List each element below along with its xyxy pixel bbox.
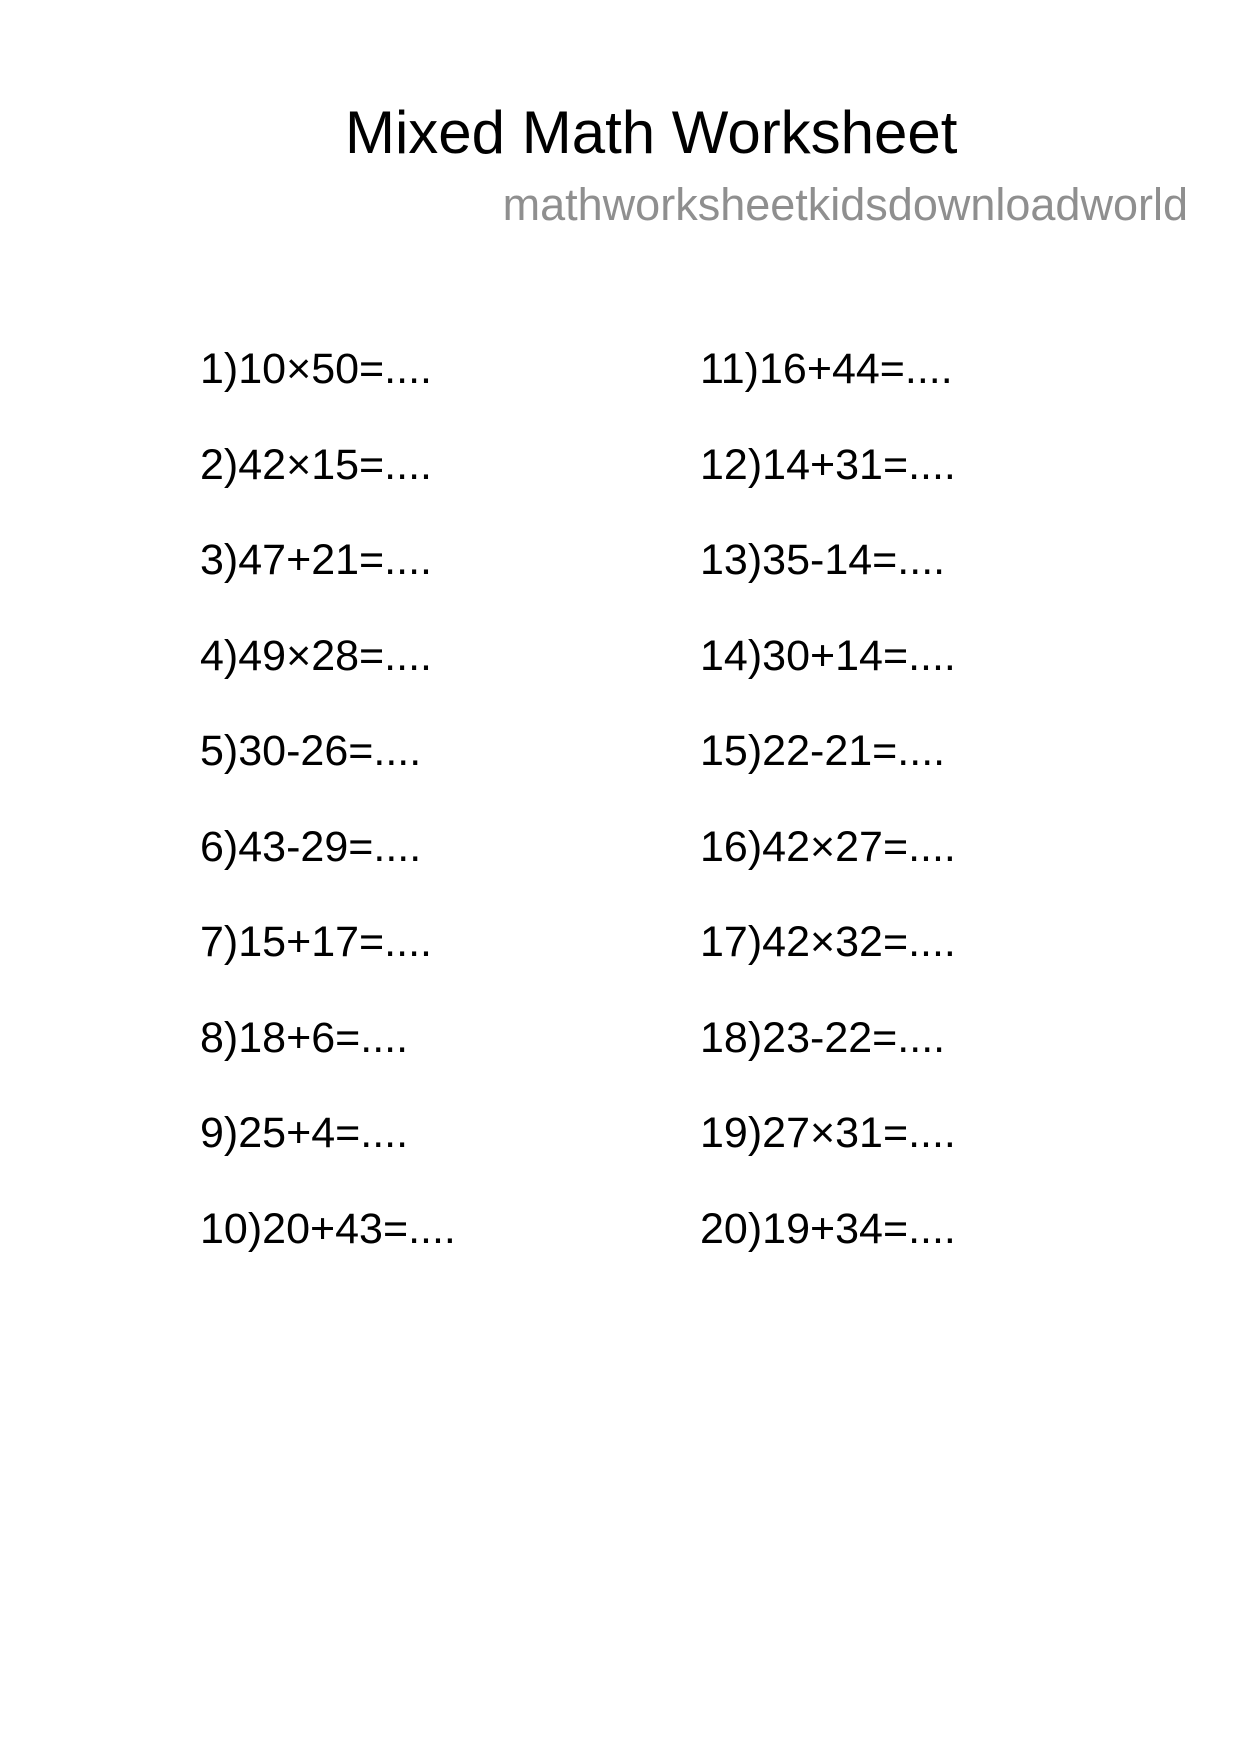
operand-1: 14 — [762, 440, 810, 489]
operand-1: 23 — [762, 1013, 810, 1062]
problem-row — [200, 1086, 456, 1182]
operator-sign: × — [810, 822, 836, 871]
operand-1: 30 — [238, 727, 287, 776]
problem-number: 9) — [200, 1109, 239, 1158]
operand-1: 18 — [238, 1013, 287, 1062]
answer-blank: .... — [408, 1204, 456, 1253]
equals-sign: = — [335, 1109, 361, 1158]
answer-blank: .... — [360, 1109, 409, 1158]
page-title: Mixed Math Worksheet — [345, 99, 958, 166]
answer-blank: .... — [373, 822, 422, 871]
equals-sign: = — [348, 727, 374, 776]
problem-row — [200, 1182, 456, 1278]
operand-2: 27 — [835, 822, 883, 871]
operator-sign: × — [286, 631, 312, 680]
operator-sign: + — [286, 1109, 312, 1158]
operand-1: 35 — [762, 536, 810, 585]
operand-1: 43 — [238, 822, 287, 871]
equals-sign: = — [882, 440, 909, 489]
equals-sign: = — [882, 822, 909, 871]
operator-sign: - — [810, 536, 825, 585]
problem-number: 12) — [700, 440, 763, 489]
equals-sign: = — [872, 1013, 898, 1062]
problem-number: 18) — [700, 1013, 763, 1062]
problem-number: 20) — [700, 1204, 763, 1253]
equals-sign: = — [359, 918, 385, 967]
operand-2: 14 — [835, 631, 883, 680]
operator-sign: + — [810, 631, 836, 680]
operand-1: 47 — [238, 536, 287, 585]
problem-row — [700, 895, 956, 991]
equals-sign: = — [335, 1013, 361, 1062]
problem-row — [200, 609, 456, 705]
operand-2: 28 — [311, 631, 360, 680]
problem-number: 19) — [700, 1109, 763, 1158]
operand-2: 22 — [824, 1013, 873, 1062]
problems-column-right — [700, 322, 956, 1277]
problem-row — [700, 1182, 956, 1278]
problem-row — [700, 322, 956, 418]
operator-sign: + — [286, 918, 312, 967]
operator-sign: + — [810, 1204, 836, 1253]
problem-number: 16) — [700, 822, 763, 871]
operator-sign: + — [810, 440, 836, 489]
problems-column-left — [200, 322, 456, 1277]
operand-1: 25 — [238, 1109, 287, 1158]
problem-number: 13) — [700, 536, 763, 585]
operand-1: 42 — [762, 918, 810, 967]
answer-blank: .... — [908, 1109, 956, 1158]
operand-1: 42 — [762, 822, 810, 871]
problem-number: 5) — [200, 727, 239, 776]
answer-blank: .... — [384, 536, 432, 585]
operand-1: 49 — [238, 631, 287, 680]
answer-blank: .... — [384, 918, 432, 967]
operand-2: 44 — [831, 345, 880, 394]
problem-row — [700, 418, 956, 514]
problem-row — [700, 800, 956, 896]
problem-number: 3) — [200, 536, 239, 585]
equals-sign: = — [882, 1204, 909, 1253]
equals-sign: = — [872, 727, 898, 776]
operand-2: 21 — [824, 727, 873, 776]
answer-blank: .... — [897, 536, 946, 585]
problem-row — [700, 991, 956, 1087]
problem-number: 2) — [200, 440, 239, 489]
operator-sign: × — [810, 1109, 836, 1158]
operand-1: 15 — [238, 918, 287, 967]
operand-1: 16 — [758, 345, 807, 394]
answer-blank: .... — [908, 631, 956, 680]
operand-2: 15 — [311, 440, 360, 489]
equals-sign: = — [882, 1109, 909, 1158]
operand-1: 30 — [762, 631, 810, 680]
operand-2: 26 — [300, 727, 349, 776]
answer-blank: .... — [908, 822, 956, 871]
site-watermark: mathworksheetkidsdownloadworld — [502, 179, 1188, 230]
operator-sign: - — [286, 822, 301, 871]
equals-sign: = — [359, 536, 385, 585]
problem-number: 10) — [200, 1204, 263, 1253]
operand-2: 21 — [311, 536, 360, 585]
problem-row — [700, 704, 956, 800]
operand-2: 43 — [335, 1204, 383, 1253]
operand-2: 34 — [835, 1204, 883, 1253]
operand-1: 42 — [238, 440, 287, 489]
operator-sign: × — [286, 440, 312, 489]
operand-2: 50 — [311, 345, 360, 394]
problem-number: 17) — [700, 918, 763, 967]
equals-sign: = — [382, 1204, 409, 1253]
problem-number: 6) — [200, 822, 239, 871]
operator-sign: + — [286, 536, 312, 585]
problem-row — [700, 513, 956, 609]
operand-2: 17 — [311, 918, 360, 967]
problem-row — [200, 895, 456, 991]
answer-blank: .... — [908, 1204, 956, 1253]
operand-2: 31 — [835, 440, 883, 489]
problem-number: 1) — [200, 345, 239, 394]
operand-1: 20 — [262, 1204, 310, 1253]
operand-2: 29 — [300, 822, 349, 871]
operand-1: 27 — [762, 1109, 810, 1158]
problem-number: 4) — [200, 631, 239, 680]
answer-blank: .... — [897, 727, 946, 776]
problem-row — [200, 800, 456, 896]
equals-sign: = — [359, 440, 385, 489]
problem-row — [700, 1086, 956, 1182]
operator-sign: + — [310, 1204, 336, 1253]
equals-sign: = — [359, 345, 385, 394]
operator-sign: × — [286, 345, 312, 394]
problem-number: 8) — [200, 1013, 239, 1062]
answer-blank: .... — [373, 727, 422, 776]
answer-blank: .... — [384, 345, 432, 394]
operator-sign: + — [806, 345, 832, 394]
answer-blank: .... — [897, 1013, 946, 1062]
problem-row — [700, 609, 956, 705]
equals-sign: = — [882, 631, 909, 680]
operator-sign: × — [810, 918, 836, 967]
equals-sign: = — [882, 918, 909, 967]
operator-sign: - — [286, 727, 301, 776]
answer-blank: .... — [384, 440, 432, 489]
operator-sign: - — [810, 727, 825, 776]
problem-number: 15) — [700, 727, 763, 776]
operand-2: 32 — [835, 918, 883, 967]
answer-blank: .... — [360, 1013, 409, 1062]
problem-row — [200, 991, 456, 1087]
operand-2: 14 — [824, 536, 873, 585]
equals-sign: = — [348, 822, 374, 871]
operand-1: 19 — [762, 1204, 810, 1253]
equals-sign: = — [879, 345, 905, 394]
problem-row — [200, 418, 456, 514]
operand-1: 22 — [762, 727, 810, 776]
problem-row — [200, 322, 456, 418]
operand-2: 4 — [311, 1109, 336, 1158]
answer-blank: .... — [384, 631, 432, 680]
operand-2: 31 — [835, 1109, 883, 1158]
operand-2: 6 — [311, 1013, 336, 1062]
problem-number: 14) — [700, 631, 763, 680]
problem-number: 7) — [200, 918, 239, 967]
operator-sign: + — [286, 1013, 312, 1062]
operator-sign: - — [810, 1013, 825, 1062]
answer-blank: .... — [908, 440, 956, 489]
problem-row — [200, 704, 456, 800]
equals-sign: = — [359, 631, 385, 680]
problem-number: 11) — [700, 345, 759, 394]
equals-sign: = — [872, 536, 898, 585]
answer-blank: .... — [908, 918, 956, 967]
problem-row — [200, 513, 456, 609]
answer-blank: .... — [904, 345, 953, 394]
operand-1: 10 — [238, 345, 287, 394]
